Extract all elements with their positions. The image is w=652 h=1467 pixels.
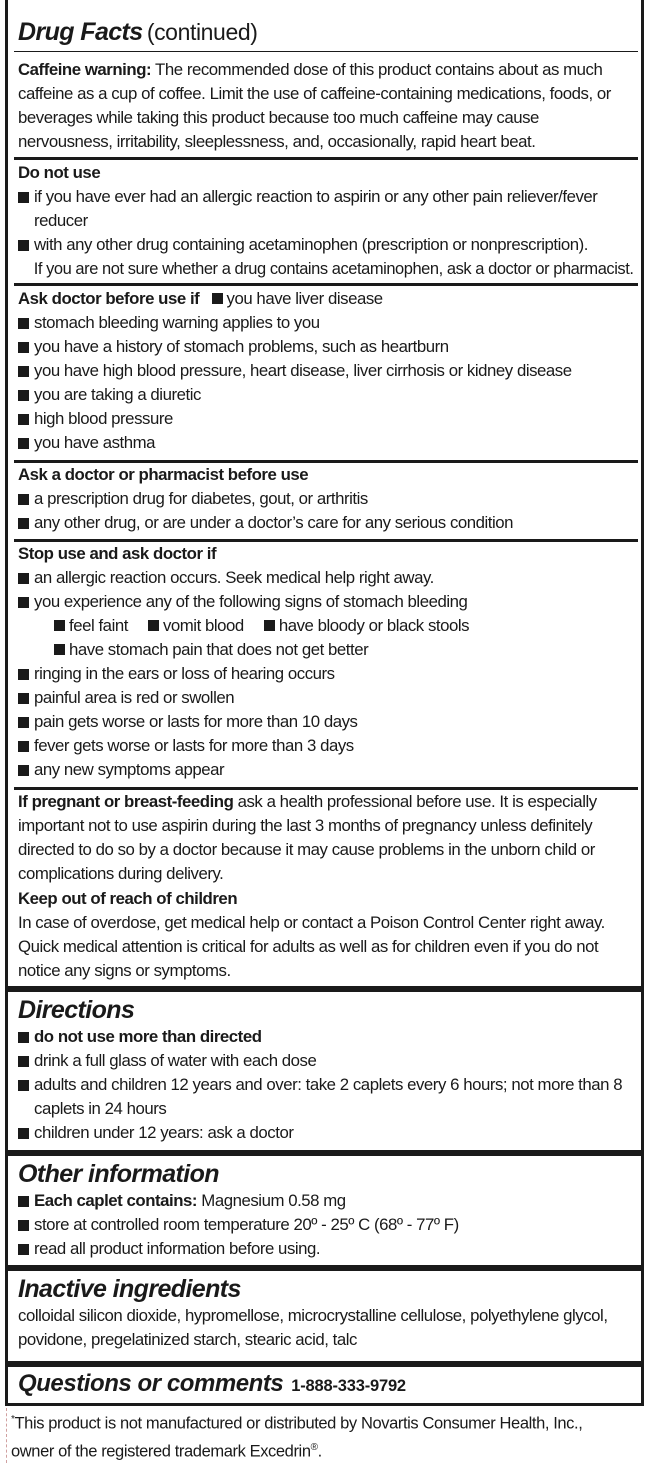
bullet-icon — [18, 1220, 29, 1231]
divider — [14, 157, 638, 160]
list-item: you are taking a diuretic — [18, 383, 633, 407]
do-not-use-section — [8, 161, 641, 281]
bullet-icon — [18, 390, 29, 401]
questions-section — [8, 1368, 641, 1402]
bullet-icon — [18, 366, 29, 377]
bleeding-signs-row: have stomach pain that does not get better — [18, 638, 633, 662]
registered-mark: ® — [310, 1441, 318, 1453]
divider — [14, 283, 638, 286]
list-item: drink a full glass of water with each dose — [18, 1049, 633, 1073]
directions-section — [8, 995, 641, 1145]
list-item: any new symptoms appear — [18, 758, 633, 782]
bullet-icon — [18, 693, 29, 704]
bullet-icon — [18, 669, 29, 680]
list-item: an allergic reaction occurs. Seek medical help right away. — [18, 566, 633, 590]
keep-out-heading: Keep out of reach of children — [18, 889, 238, 908]
inactive-ingredients-heading: Inactive ingredients — [18, 1275, 241, 1303]
ask-pharmacist-section — [8, 463, 641, 535]
list-item: you have asthma — [18, 431, 633, 455]
list-item: adults and children 12 years and over: take 2 caplets every 6 hours; not more than 8 caplets in 24 hours — [18, 1073, 633, 1121]
list-item: store at controlled room temperature 20º - 25º C (68º - 77º F) — [18, 1213, 633, 1237]
bullet-icon — [18, 741, 29, 752]
bullet-icon — [18, 765, 29, 776]
list-item: read all product information before using. — [18, 1237, 633, 1261]
pregnancy-text: ask a health professional before use. It is especially important not to use aspirin during the last 3 months of pregnancy unless definitely directed to do so by a doctor because it may cause problems in the unborn child or complications during delivery. — [18, 792, 597, 883]
pregnancy-section — [8, 790, 641, 886]
list-item: painful area is red or swollen — [18, 686, 633, 710]
list-item: a prescription drug for diabetes, gout, or arthritis — [18, 487, 633, 511]
other-info-heading: Other information — [18, 1160, 219, 1188]
list-item: stomach bleeding warning applies to you — [18, 311, 633, 335]
list-item: pain gets worse or lasts for more than 10 days — [18, 710, 633, 734]
list-item: with any other drug containing acetaminophen (prescription or nonprescription). — [18, 233, 633, 257]
list-item: if you have ever had an allergic reaction to aspirin or any other pain reliever/fever reducer — [18, 185, 633, 233]
list-item: high blood pressure — [18, 407, 633, 431]
acetaminophen-note: If you are not sure whether a drug contains acetaminophen, ask a doctor or pharmacist. — [33, 259, 634, 278]
bullet-icon — [18, 192, 29, 203]
section-divider — [8, 1361, 641, 1367]
inactive-ingredients-text: colloidal silicon dioxide, hypromellose, microcrystalline cellulose, polyethylene glycol, povidone, pregelatinized starch, stearic acid, talc — [18, 1306, 608, 1349]
caffeine-warning-text: The recommended dose of this product contains about as much caffeine as a cup of coffee. Limit the use of caffeine-containing medications, foods, or beverages while taking this product because too much caffeine may cause nervousness, irritability, sleeplessness, and, occasionally, rapid heart beat. — [18, 60, 611, 151]
ask-doctor-heading-row: Ask doctor before use if you have liver disease — [18, 289, 383, 308]
caffeine-warning-heading: Caffeine warning: — [18, 60, 152, 79]
phone-number: 1-888-333-9792 — [291, 1377, 406, 1395]
stop-use-heading: Stop use and ask doctor if — [18, 544, 217, 563]
list-item: ringing in the ears or loss of hearing occurs — [18, 662, 633, 686]
keep-out-section — [8, 887, 641, 983]
stop-use-section — [8, 542, 641, 782]
bullet-icon — [18, 342, 29, 353]
ask-doctor-heading: Ask doctor before use if — [18, 289, 200, 308]
bullet-icon — [18, 1080, 29, 1091]
drug-facts-panel — [5, 0, 644, 1406]
list-item: any other drug, or are under a doctor’s care for any serious condition — [18, 511, 633, 535]
bullet-icon — [18, 240, 29, 251]
list-item: you experience any of the following signs of stomach bleeding — [18, 590, 633, 614]
footer-note: *This product is not manufactured or distributed by Novartis Consumer Health, Inc., owner of the registered trademark Excedrin®. — [6, 1408, 652, 1463]
bullet-icon — [264, 620, 275, 631]
bullet-icon — [18, 1032, 29, 1043]
divider — [14, 51, 638, 52]
list-item: children under 12 years: ask a doctor — [18, 1121, 633, 1145]
bullet-icon — [18, 414, 29, 425]
bullet-icon — [18, 573, 29, 584]
keep-out-text: In case of overdose, get medical help or contact a Poison Control Center right away. Quick medical attention is critical for adults as well as for children even if you do not notice any signs or symptoms. — [18, 913, 605, 980]
bleeding-signs-row: feel faint vomit blood have bloody or black stools — [18, 614, 633, 638]
drug-facts-header — [8, 16, 641, 51]
bullet-icon — [54, 644, 65, 655]
ask-doctor-section — [8, 287, 641, 455]
section-divider — [8, 1265, 641, 1271]
bullet-icon — [18, 1244, 29, 1255]
footnote-mark: * — [11, 1414, 15, 1425]
list-item: fever gets worse or lasts for more than 3 days — [18, 734, 633, 758]
section-divider — [8, 1150, 641, 1156]
do-not-use-heading: Do not use — [18, 163, 101, 182]
drug-facts-subtitle: (continued) — [146, 19, 258, 45]
bullet-icon — [54, 620, 65, 631]
directions-heading: Directions — [18, 996, 135, 1024]
bullet-icon — [18, 438, 29, 449]
caffeine-warning-section — [8, 58, 641, 154]
ask-pharmacist-heading: Ask a doctor or pharmacist before use — [18, 465, 309, 484]
bullet-icon — [18, 1056, 29, 1067]
bullet-icon — [18, 318, 29, 329]
list-item: you have high blood pressure, heart disease, liver cirrhosis or kidney disease — [18, 359, 633, 383]
bullet-icon — [18, 518, 29, 529]
bullet-icon — [18, 494, 29, 505]
list-item: Each caplet contains: Magnesium 0.58 mg — [18, 1189, 633, 1213]
inactive-ingredients-section — [8, 1274, 641, 1352]
questions-heading: Questions or comments — [18, 1370, 284, 1397]
section-divider — [8, 986, 641, 992]
other-info-section — [8, 1159, 641, 1261]
drug-facts-title: Drug Facts — [18, 18, 143, 46]
list-item: you have a history of stomach problems, such as heartburn — [18, 335, 633, 359]
bullet-icon — [18, 1196, 29, 1207]
bullet-icon — [18, 717, 29, 728]
bullet-icon — [18, 597, 29, 608]
bullet-icon — [148, 620, 159, 631]
pregnancy-heading: If pregnant or breast-feeding — [18, 792, 234, 811]
list-item: do not use more than directed — [18, 1025, 633, 1049]
bullet-icon — [18, 1128, 29, 1139]
bullet-icon — [212, 293, 223, 304]
